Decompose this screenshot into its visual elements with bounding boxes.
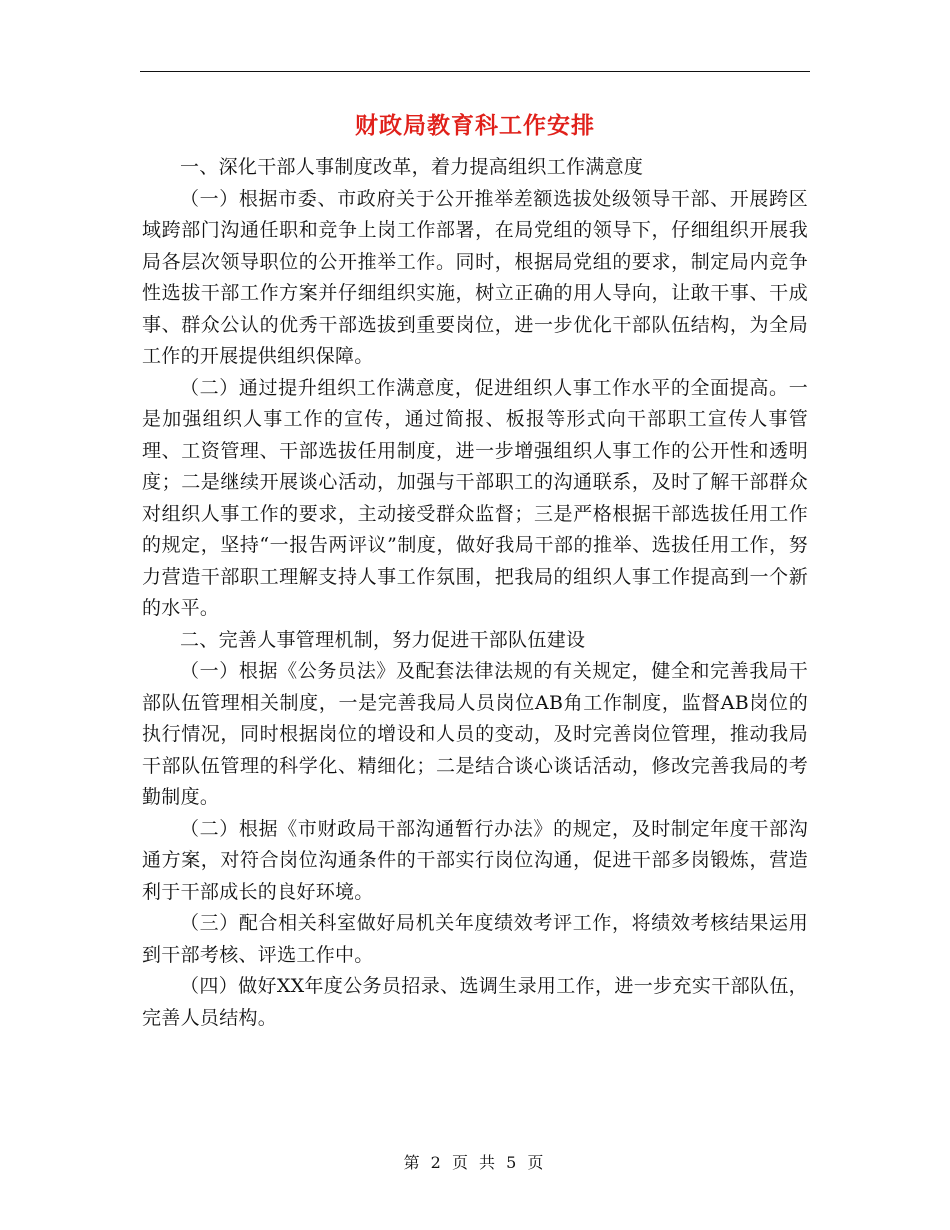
section-heading-1: 一、深化干部人事制度改革，着力提高组织工作满意度 [180,156,644,178]
paragraph: （二）根据《市财政局干部沟通暂行办法》的规定，及时制定年度干部沟通方案，对符合岗位沟通条件的干部实行岗位沟通，促进干部多岗锻炼，营造利于干部成长的良好环境。 [142,817,808,903]
paragraph: （一）根据《公务员法》及配套法律法规的有关规定，健全和完善我局干部队伍管理相关制度，一是完善我局人员岗位AB角工作制度，监督AB岗位的执行情况，同时根据岗位的增设和人员的变动，及时完善岗位管理，推动我局干部队伍管理的科学化、精细化；二是结合谈心谈话活动，修改完善我局的考勤制度。 [142,660,808,808]
paragraph: （三）配合相关科室做好局机关年度绩效考评工作，将绩效考核结果运用到干部考核、评选工作中。 [142,912,808,966]
paragraph: （一）根据市委、市政府关于公开推举差额选拔处级领导干部、开展跨区域跨部门沟通任职和竞争上岗工作部署，在局党组的领导下，仔细组织开展我局各层次领导职位的公开推举工作。同时，根据局党组的要求，制定局内竞争性选拔干部工作方案并仔细组织实施，树立正确的用人导向，让敢干事、干成事、群众公认的优秀干部选拔到重要岗位，进一步优化干部队伍结构，为全局工作的开展提供组织保障。 [142,187,808,367]
paragraph: （二）通过提升组织工作满意度，促进组织人事工作水平的全面提高。一是加强组织人事工作的宣传，通过简报、板报等形式向干部职工宣传人事管理、工资管理、干部选拔任用制度，进一步增强组织人事工作的公开性和透明度；二是继续开展谈心活动，加强与干部职工的沟通联系，及时了解干部群众对组织人事工作的要求，主动接受群众监督；三是严格根据干部选拔任用工作的规定，坚持“一报告两评议”制度，做好我局干部的推举、选拔任用工作，努力营造干部职工理解支持人事工作氛围，把我局的组织人事工作提高到一个新的水平。 [142,376,808,619]
document-body [142,152,808,1034]
header-rule [140,71,810,72]
paragraph: （四）做好XX年度公务员招录、选调生录用工作，进一步充实干部队伍，完善人员结构。 [142,975,808,1029]
page-footer: 第 2 页 共 5 页 [403,1153,547,1172]
document-title: 财政局教育科工作安排 [355,112,595,139]
section-heading-2: 二、完善人事管理机制，努力促进干部队伍建设 [180,628,586,651]
